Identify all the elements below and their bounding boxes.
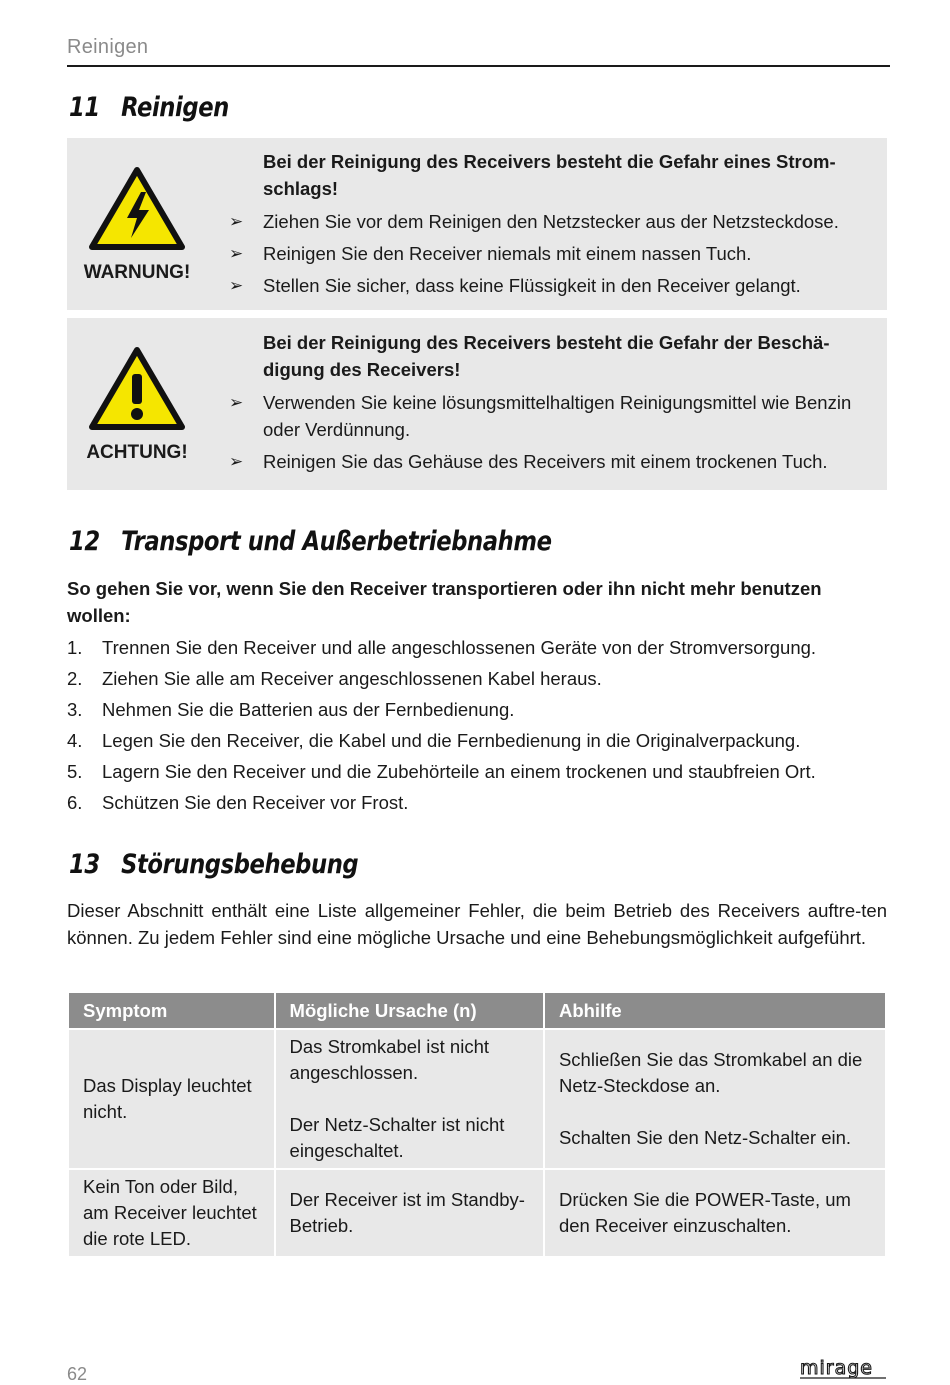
table-header-row [68, 992, 886, 1029]
section13-intro: Dieser Abschnitt enthält eine Liste allgemeiner Fehler, die beim Betrieb des Receivers auftre-ten können. Zu jedem Fehler sind eine mögliche Ursache und eine Behebungsmöglichkeit aufgeführt. [67, 900, 887, 948]
list-item: 5. Lagern Sie den Receiver und die Zubehörteile an einem trockenen und staubfreien Ort. [67, 761, 816, 782]
section12-intro: So gehen Sie vor, wenn Sie den Receiver transportieren oder ihn nicht mehr benutzen wollen: [67, 578, 822, 626]
section-title: Reinigen [121, 92, 229, 123]
cause-cell: Der Receiver ist im Standby-Betrieb. [275, 1169, 544, 1257]
caution-lead: Bei der Reinigung des Receivers besteht die Gefahr der Beschä-digung des Receivers! [263, 332, 830, 380]
warning-panel [67, 138, 887, 310]
list-item: 1. Trennen Sie den Receiver und alle angeschlossenen Geräte von der Stromversorgung. [67, 637, 817, 658]
arrow-bullet-icon: ➢ [229, 276, 244, 295]
arrow-bullet-icon: ➢ [229, 244, 244, 263]
section-heading-11 [69, 92, 229, 123]
caution-sidebar [67, 318, 207, 490]
list-item: ➢ Verwenden Sie keine lösungsmittelhaltigen Reinigungsmittel wie Benzin oder Verdünnung. [229, 389, 879, 443]
section-heading-13 [69, 849, 358, 880]
transport-steps [67, 634, 887, 820]
warning-body [229, 148, 879, 304]
table-row [68, 1029, 886, 1169]
running-header [67, 36, 890, 67]
section-number: 12 [69, 526, 100, 557]
arrow-bullet-icon: ➢ [229, 212, 244, 231]
section-heading-12 [69, 526, 552, 557]
brand-logo [800, 1358, 888, 1385]
section-number: 11 [69, 92, 100, 123]
caution-body [229, 329, 879, 480]
caution-list [229, 389, 879, 475]
list-item: ➢ Stellen Sie sicher, dass keine Flüssigkeit in den Receiver gelangt. [229, 272, 879, 299]
exclamation-hazard-icon [89, 346, 185, 430]
cause-cell: Das Stromkabel ist nicht angeschlossen. Der Netz-Schalter ist nicht eingeschaltet. [275, 1029, 544, 1169]
remedy-cell: Drücken Sie die POWER-Taste, um den Receiver einzuschalten. [544, 1169, 886, 1257]
remedy-cell: Schließen Sie das Stromkabel an die Netz-Steckdose an. Schalten Sie den Netz-Schalter ein. [544, 1029, 886, 1169]
running-header-title: Reinigen [67, 36, 149, 58]
symptom-cell: Das Display leuchtet nicht. [68, 1029, 275, 1169]
column-header-cause: Mögliche Ursache (n) [275, 992, 544, 1029]
arrow-bullet-icon: ➢ [229, 452, 244, 471]
symptom-cell: Kein Ton oder Bild, am Receiver leuchtet die rote LED. [68, 1169, 275, 1257]
section-title: Transport und Außerbetriebnahme [121, 526, 552, 557]
caution-label: ACHTUNG! [86, 442, 188, 463]
section-number: 13 [69, 849, 100, 880]
arrow-bullet-icon: ➢ [229, 393, 244, 412]
troubleshooting-table [67, 991, 887, 1258]
list-item: ➢ Reinigen Sie den Receiver niemals mit einem nassen Tuch. [229, 240, 879, 267]
warning-label: WARNUNG! [83, 262, 191, 283]
page-number: 62 [67, 1364, 88, 1384]
list-item: 6. Schützen Sie den Receiver vor Frost. [67, 792, 409, 813]
caution-panel [67, 318, 887, 490]
electric-hazard-icon [89, 166, 185, 250]
warning-lead: Bei der Reinigung des Receivers besteht die Gefahr eines Strom-schlags! [263, 151, 836, 199]
list-item: ➢ Ziehen Sie vor dem Reinigen den Netzstecker aus der Netzsteckdose. [229, 208, 879, 235]
column-header-remedy: Abhilfe [544, 992, 886, 1029]
mirage-logo-icon [800, 1358, 888, 1380]
list-item: 3. Nehmen Sie die Batterien aus der Fernbedienung. [67, 699, 515, 720]
table-row [68, 1169, 886, 1257]
list-item: 2. Ziehen Sie alle am Receiver angeschlossenen Kabel heraus. [67, 668, 602, 689]
column-header-symptom: Symptom [68, 992, 275, 1029]
list-item: 4. Legen Sie den Receiver, die Kabel und die Fernbedienung in die Originalverpackung. [67, 730, 801, 751]
list-item: ➢ Reinigen Sie das Gehäuse des Receivers mit einem trockenen Tuch. [229, 448, 879, 475]
section-title: Störungsbehebung [121, 849, 359, 880]
svg-text:mirage: mirage [800, 1358, 873, 1379]
warning-sidebar [67, 138, 207, 310]
warning-list [229, 208, 879, 299]
